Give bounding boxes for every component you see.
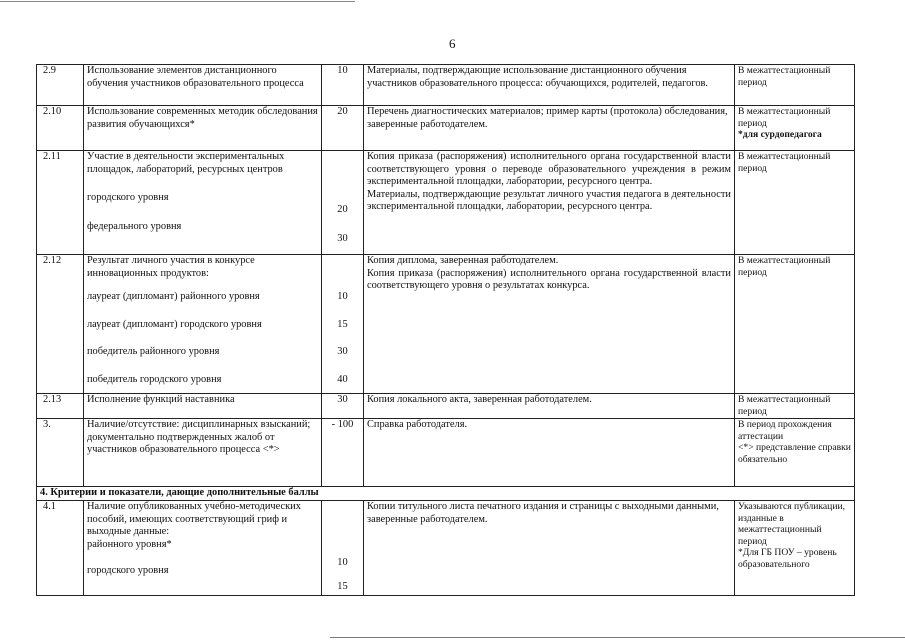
criterion-text: Наличие опубликованных учебно-методических пособий, имеющих соответствующий гриф и выходные данные: <box>87 501 301 537</box>
period-cell <box>735 106 855 151</box>
criterion-sub: лауреат (дипломант) городского уровня <box>87 318 262 330</box>
period-note: *для сурдопедагога <box>738 129 822 140</box>
criterion-cell: Наличие/отсутствие: дисциплинарных взысканий; документально подтвержденных жалоб от участников образовательного процесса <*> <box>84 419 322 487</box>
score-value: 40 <box>337 373 348 385</box>
top-rule <box>0 1 355 2</box>
score-value: 10 <box>337 557 348 568</box>
section-header-row <box>37 487 855 501</box>
criterion-cell <box>84 151 322 255</box>
documents-cell <box>364 255 735 394</box>
documents-cell: Копии титульного листа печатного издания и страницы с выходными данными, заверенные работодателем. <box>364 501 735 596</box>
table-row <box>37 65 855 106</box>
row-number: 2.12 <box>37 255 84 394</box>
criterion-cell: Использование элементов дистанционного обучения участников образовательного процесса <box>84 65 322 106</box>
criterion-cell: Исполнение функций наставника <box>84 394 322 419</box>
documents-text: Копия приказа (распоряжения) исполнительного органа государственной власти соответствующего уровня о переводе образовательного учреждения в режим экспериментальной площадки, лаборатории, ресурсного центра. <box>367 151 731 187</box>
table-row <box>37 151 855 255</box>
row-number: 2.9 <box>37 65 84 106</box>
score-value: 20 <box>337 204 348 215</box>
row-number: 4.1 <box>37 501 84 596</box>
table-row <box>37 419 855 487</box>
criterion-cell <box>84 255 322 394</box>
score-cell: - 100 <box>322 419 364 487</box>
documents-cell <box>364 151 735 255</box>
score-value: 10 <box>337 291 348 302</box>
score-value: 30 <box>337 346 348 357</box>
score-value: 15 <box>337 580 348 592</box>
criteria-table <box>36 64 855 596</box>
documents-text: Копия приказа (распоряжения) исполнительного органа государственной власти соответствующего уровня о результатах конкурса. <box>367 267 731 291</box>
score-cell <box>322 255 364 394</box>
criterion-text: Результат личного участия в конкурсе инновационных продуктов: <box>87 255 255 279</box>
table-row <box>37 255 855 394</box>
period-cell <box>735 419 855 487</box>
criterion-text: Участие в деятельности экспериментальных площадок, лабораторий, ресурсных центров <box>87 151 285 175</box>
period-note: *Для ГБ ПОУ – уровень образовательного <box>738 547 837 570</box>
row-number: 3. <box>37 419 84 487</box>
score-value: 15 <box>337 318 348 330</box>
criterion-sub: победитель районного уровня <box>87 346 220 357</box>
score-value: 30 <box>337 232 348 244</box>
bottom-rule <box>330 637 905 638</box>
criterion-cell <box>84 501 322 596</box>
documents-cell: Материалы, подтверждающие использование дистанционного обучения участников образовательного процесса: обучающихся, родителей, педагогов. <box>364 65 735 106</box>
criterion-sub: городского уровня <box>87 565 169 576</box>
documents-text: Материалы, подтверждающие результат личного участия педагога в деятельности экспериментальной площадки, лаборатории, ресурсного центра. <box>367 188 731 212</box>
row-number: 2.13 <box>37 394 84 419</box>
period-text: В период прохождения аттестации <box>738 419 832 442</box>
period-note: <*> представление справки обязательно <box>738 442 851 465</box>
period-cell: В межаттестационный период <box>735 65 855 106</box>
row-number: 2.11 <box>37 151 84 255</box>
score-cell: 20 <box>322 106 364 151</box>
documents-text: Копия диплома, заверенная работодателем. <box>367 255 559 266</box>
table-row <box>37 394 855 419</box>
row-number: 2.10 <box>37 106 84 151</box>
table-row <box>37 106 855 151</box>
criterion-sub: победитель городского уровня <box>87 373 222 385</box>
score-cell: 30 <box>322 394 364 419</box>
criterion-sub: федерального уровня <box>87 220 182 232</box>
criterion-sub: городского уровня <box>87 192 169 203</box>
documents-cell: Перечень диагностических материалов; пример карты (протокола) обследования, заверенные работодателем. <box>364 106 735 151</box>
documents-cell: Копия локального акта, заверенная работодателем. <box>364 394 735 419</box>
section-title: 4. Критерии и показатели, дающие дополнительные баллы <box>37 487 855 501</box>
criterion-cell: Использование современных методик обследования развития обучающихся* <box>84 106 322 151</box>
period-text: В межаттестационный период <box>738 106 831 129</box>
period-cell <box>735 501 855 596</box>
score-cell <box>322 501 364 596</box>
page-number: 6 <box>449 36 456 51</box>
table-row <box>37 501 855 596</box>
criterion-sub: лауреат (дипломант) районного уровня <box>87 291 260 302</box>
period-cell: В межаттестационный период <box>735 255 855 394</box>
score-cell <box>322 151 364 255</box>
period-text: Указываются публикации, изданные в межаттестационный период <box>738 501 845 547</box>
period-cell: В межаттестационный период <box>735 151 855 255</box>
criterion-sub: районного уровня* <box>87 538 172 550</box>
period-cell: В межаттестационный период <box>735 394 855 419</box>
score-cell: 10 <box>322 65 364 106</box>
documents-cell: Справка работодателя. <box>364 419 735 487</box>
